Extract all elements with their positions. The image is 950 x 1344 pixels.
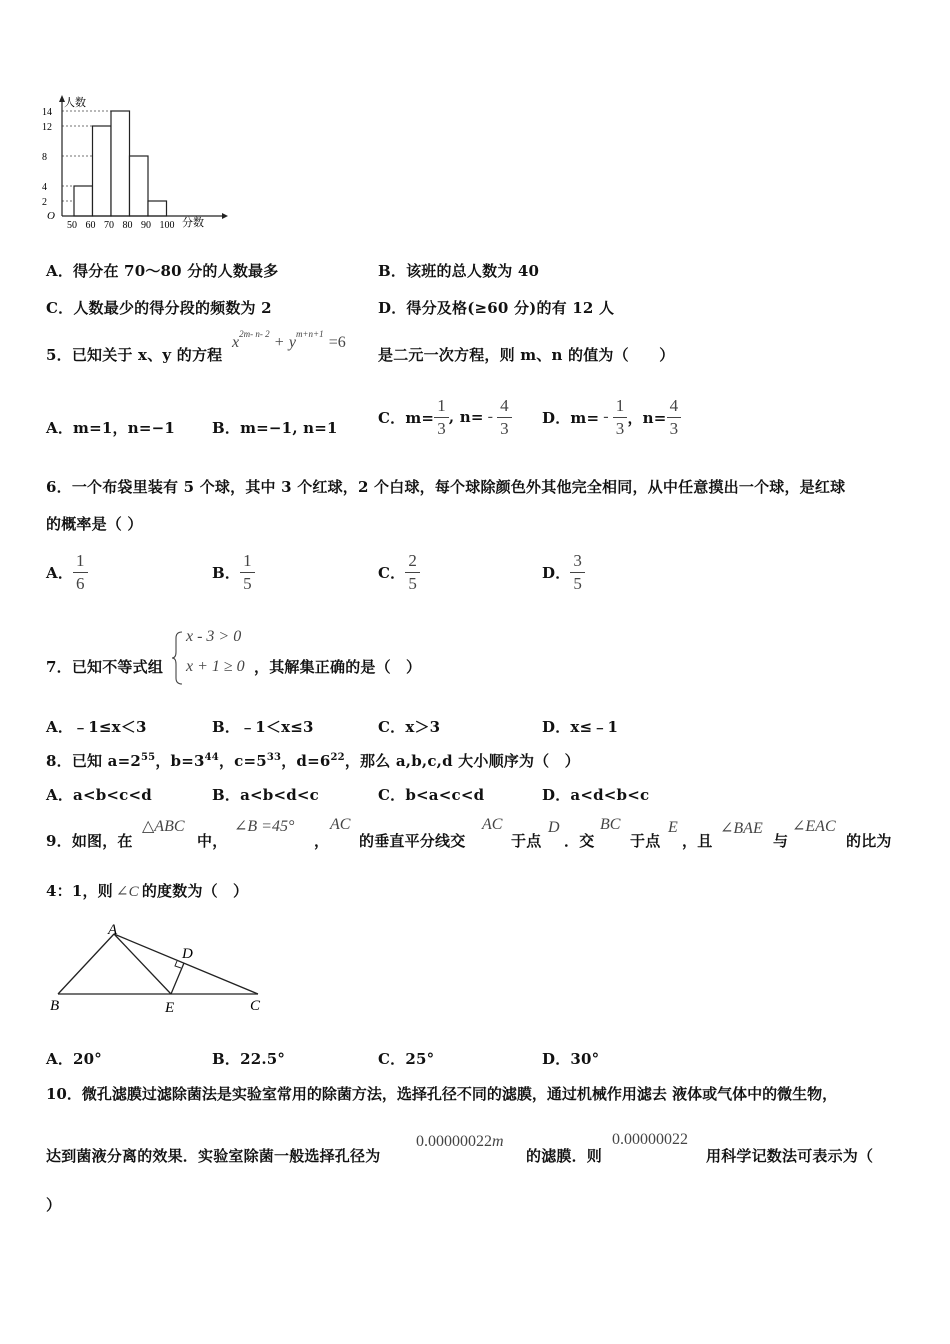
x-tick-label: 90 (141, 220, 151, 231)
q6-option-c: C． $\frac{2}{5}$ (378, 548, 420, 596)
q7-inequality-2: x + 1 ≥ 0 (186, 658, 245, 675)
q9-math-d: D (548, 819, 560, 836)
q7-prefix: 7．已知不等式组 (46, 658, 164, 676)
q8-option-d: D．a<d<b<c (542, 786, 650, 804)
q7-inequality-1: x - 3 > 0 (186, 628, 242, 645)
segment-ac (114, 934, 258, 994)
q9-option-b: B．22.5° (212, 1050, 286, 1068)
q9-option-a: A．20° (46, 1050, 103, 1068)
q5-option-d: D．m= - $\frac{1}{3}$ ，n= $\frac{4}{3}$ (542, 394, 681, 440)
q4-option-a: A．得分在 70～80 分的人数最多 (46, 262, 279, 280)
histogram-bar-50-60 (74, 186, 93, 216)
point-b-label: B (50, 998, 60, 1014)
q8-option-c: C．b<a<c<d (378, 786, 485, 804)
x-axis-arrow (222, 213, 228, 219)
q9-line2: 4：1，则 ∠C 的度数为（ ） (46, 882, 249, 900)
histogram-bar-90-100 (148, 201, 167, 216)
q6-line2: 的概率是（ ） (46, 515, 143, 533)
q4-option-c: C．人数最少的得分段的频数为 2 (46, 299, 272, 317)
q10-math-2: 0.00000022 (612, 1131, 688, 1148)
x-tick-label: 70 (104, 220, 114, 231)
y-tick-label: 2 (42, 197, 47, 208)
q7-option-a: A．﹣1≤x＜3 (46, 718, 147, 736)
q6-option-d: D． $\frac{3}{5}$ (542, 548, 585, 596)
q9-math-angle-eac: ∠EAC (792, 818, 836, 835)
q9-text-9: 与 (773, 832, 789, 850)
q7-suffix: ，其解集正确的是（ ） (254, 658, 422, 676)
q10-line1: 10．微孔滤膜过滤除菌法是实验室常用的除菌方法，选择孔径不同的滤膜，通过机械作用滤去 液体或气体中的微生物， (46, 1085, 838, 1103)
y-axis-label: 人数 (64, 97, 86, 109)
q9-text-6: ．交 (564, 832, 595, 850)
brace-icon (172, 630, 184, 686)
histogram-bar-80-90 (130, 156, 149, 216)
q6-option-b: B． $\frac{1}{5}$ (212, 548, 255, 596)
y-tick-label: 8 (42, 152, 47, 163)
q4-option-d: D．得分及格(≥60 分)的有 12 人 (378, 299, 615, 317)
q9-math-angle-bae: ∠BAE (720, 820, 763, 837)
y-tick-label: 12 (42, 122, 52, 133)
q9-math-angle-b: ∠B =45° (234, 818, 295, 835)
q9-text-2: 中， (197, 832, 228, 850)
q5-equation: $x^{2m- n- 2} + y^{m+n+1} =6$ (232, 328, 346, 351)
q7-option-c: C．x＞3 (378, 718, 441, 736)
q8-option-a: A．a<b<c<d (46, 786, 152, 804)
q6-line1: 6．一个布袋里装有 5 个球，其中 3 个红球，2 个白球，每个球除颜色外其他完全相同，从中任意摸出一个球，是红球 (46, 478, 846, 496)
q9-math-triangle: △ABC (142, 818, 185, 835)
q9-text-7: 于点 (630, 832, 661, 850)
x-tick-label: 100 (159, 220, 175, 231)
y-tick-label: 4 (42, 182, 47, 193)
q6-option-a: A． $\frac{1}{6}$ (46, 548, 88, 596)
q8-option-b: B．a<b<d<c (212, 786, 320, 804)
q5-prefix: 5．已知关于 x、y 的方程 (46, 346, 223, 364)
q10-line2-c: 用科学记数法可表示为（ (706, 1147, 874, 1165)
point-c-label: C (250, 998, 261, 1014)
point-d-label: D (182, 946, 193, 962)
q9-math-e: E (668, 819, 678, 836)
q9-text-4: 的垂直平分线交 (359, 832, 466, 850)
q5-option-a: A．m=1，n=−1 (46, 419, 175, 437)
q10-line2-a: 达到菌液分离的效果．实验室除菌一般选择孔径为 (46, 1147, 381, 1165)
point-a-label: A (108, 922, 118, 938)
x-axis-label: 分数 (182, 217, 204, 229)
origin-label: O (47, 210, 55, 222)
q9-text-5: 于点 (511, 832, 542, 850)
q5-option-c: C．m= $\frac{1}{3}$ , n= - $\frac{4}{3}$ (378, 394, 512, 440)
q9-option-d: D．30° (542, 1050, 600, 1068)
q7-option-b: B．﹣1＜x≤3 (212, 718, 314, 736)
x-tick-label: 80 (122, 220, 133, 231)
segment-ab (58, 934, 114, 994)
q7-option-d: D．x≤﹣1 (542, 718, 619, 736)
point-e-label: E (165, 1000, 175, 1016)
x-tick-label: 60 (85, 220, 96, 231)
segment-ed (171, 963, 184, 994)
histogram-chart (40, 92, 230, 232)
q9-triangle-figure (46, 920, 276, 1020)
q9-text-8: ，且 (682, 832, 713, 850)
q9-math-bc: BC (600, 816, 621, 833)
q5-suffix: 是二元一次方程，则 m、n 的值为（ ） (378, 346, 675, 364)
q4-option-b: B．该班的总人数为 40 (378, 262, 540, 280)
q9-option-c: C．25° (378, 1050, 435, 1068)
q9-text-1: 9．如图，在 (46, 832, 133, 850)
q8-question: 8．已知 $a=2^{55}$，$b=3^{44}$，$c=5^{33}$，$d=6^{22}$，那么 a,b,c,d 大小顺序为（ ） (46, 752, 580, 770)
q9-text-3: ， (314, 832, 330, 850)
q9-math-ac: AC (330, 816, 351, 833)
q9-math-ac-2: AC (482, 816, 503, 833)
histogram-bar-70-80 (111, 111, 130, 216)
q10-line2-b: 的滤膜．则 (526, 1147, 603, 1165)
q10-line3: ） (46, 1196, 62, 1214)
q10-math-1: 0.00000022m (416, 1133, 504, 1150)
x-tick-label: 50 (67, 220, 77, 231)
histogram-bar-60-70 (93, 126, 112, 216)
segment-ae (114, 934, 171, 994)
y-tick-label: 14 (42, 107, 52, 118)
q9-text-10: 的比为 (846, 832, 892, 850)
q5-option-b: B．m=−1, n=1 (212, 419, 338, 437)
